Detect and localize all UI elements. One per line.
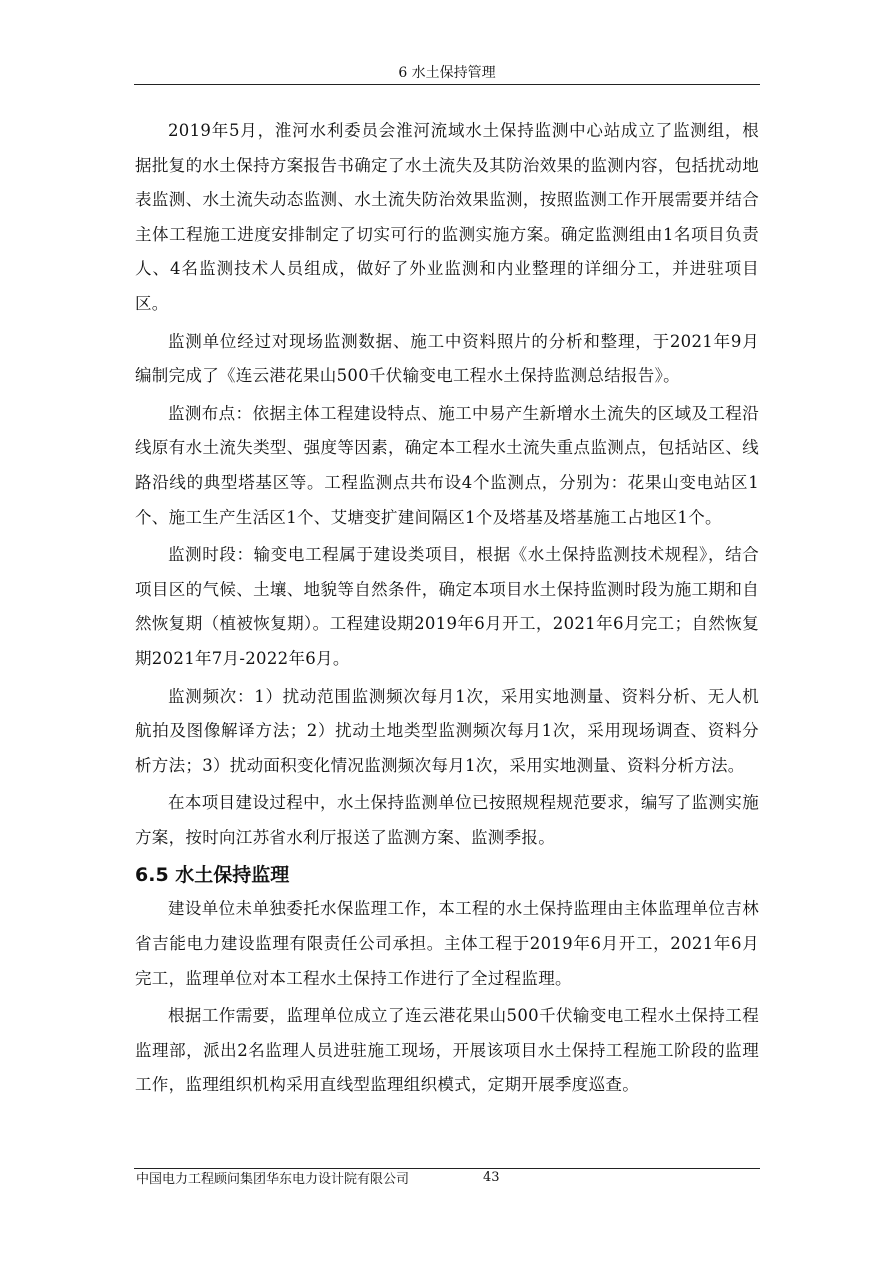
paragraph-monitoring-report: 监测单位经过对现场监测数据、施工中资料照片的分析和整理，于2021年9月编制完成了《连云港花果山500千伏输变电工程水土保持监测总结报告》。 [135, 331, 759, 386]
paragraph-monitoring-group: 2019年5月，淮河水利委员会淮河流域水土保持监测中心站成立了监测组，根据批复的水土保持方案报告书确定了水土流失及其防治效果的监测内容，包括扰动地表监测、水土流失动态监测、水土流失防治效果监测，按照监测工作开展需要并结合主体工程施工进度安排制定了切实可行的监测实施方案。确定监测组由1名项目负责人、4名监测技术人员组成，做好了外业监测和内业整理的详细分工，并进驻项目区。 [135, 121, 759, 313]
paragraph-monitoring-reporting: 在本项目建设过程中，水土保持监测单位已按照规程规范要求，编写了监测实施方案，按时向江苏省水利厅报送了监测方案、监测季报。 [135, 793, 759, 847]
paragraph-supervision-department: 根据工作需要，监理单位成立了连云港花果山500千伏输变电工程水土保持工程监理部，派出2名监理人员进驻施工现场，开展该项目水土保持工程施工阶段的监理工作，监理组织机构采用直线型监理组织模式，定期开展季度巡查。 [135, 1006, 759, 1095]
paragraph-monitoring-points: 监测布点：依据主体工程建设特点、施工中易产生新增水土流失的区域及工程沿线原有水土流失类型、强度等因素，确定本工程水土流失重点监测点，包括站区、线路沿线的典型塔基区等。工程监测点共布设4个监测点，分别为：花果山变电站区1个、施工生产生活区1个、艾塘变扩建间隔区1个及塔基及塔基施工占地区1个。 [135, 403, 759, 527]
paragraph-supervision-unit: 建设单位未单独委托水保监理工作，本工程的水土保持监理由主体监理单位吉林省吉能电力建设监理有限责任公司承担。主体工程于2019年6月开工，2021年6月完工，监理单位对本工程水土保持工作进行了全过程监理。 [135, 899, 759, 988]
running-header: 6 水土保持管理 [398, 65, 496, 81]
paragraph-monitoring-frequency: 监测频次：1）扰动范围监测频次每月1次，采用实地测量、资料分析、无人机航拍及图像解译方法；2）扰动土地类型监测频次每月1次，采用现场调查、资料分析方法；3）扰动面积变化情况监测频次每月1次，采用实地测量、资料分析方法。 [135, 686, 759, 775]
page-body [135, 114, 759, 1106]
footer-divider [134, 1168, 760, 1169]
header-divider [134, 84, 760, 85]
footer-company-name: 中国电力工程顾问集团华东电力设计院有限公司 [136, 1172, 410, 1187]
paragraph-monitoring-period: 监测时段：输变电工程属于建设类项目，根据《水土保持监测技术规程》，结合项目区的气候、土壤、地貌等自然条件，确定本项目水土保持监测时段为施工期和自然恢复期（植被恢复期）。工程建设期2019年6月开工，2021年6月完工；自然恢复期2021年7月-2022年6月。 [135, 545, 759, 668]
page-number: 43 [483, 1170, 500, 1185]
section-heading: 6.5 水土保持监理 [135, 864, 290, 887]
